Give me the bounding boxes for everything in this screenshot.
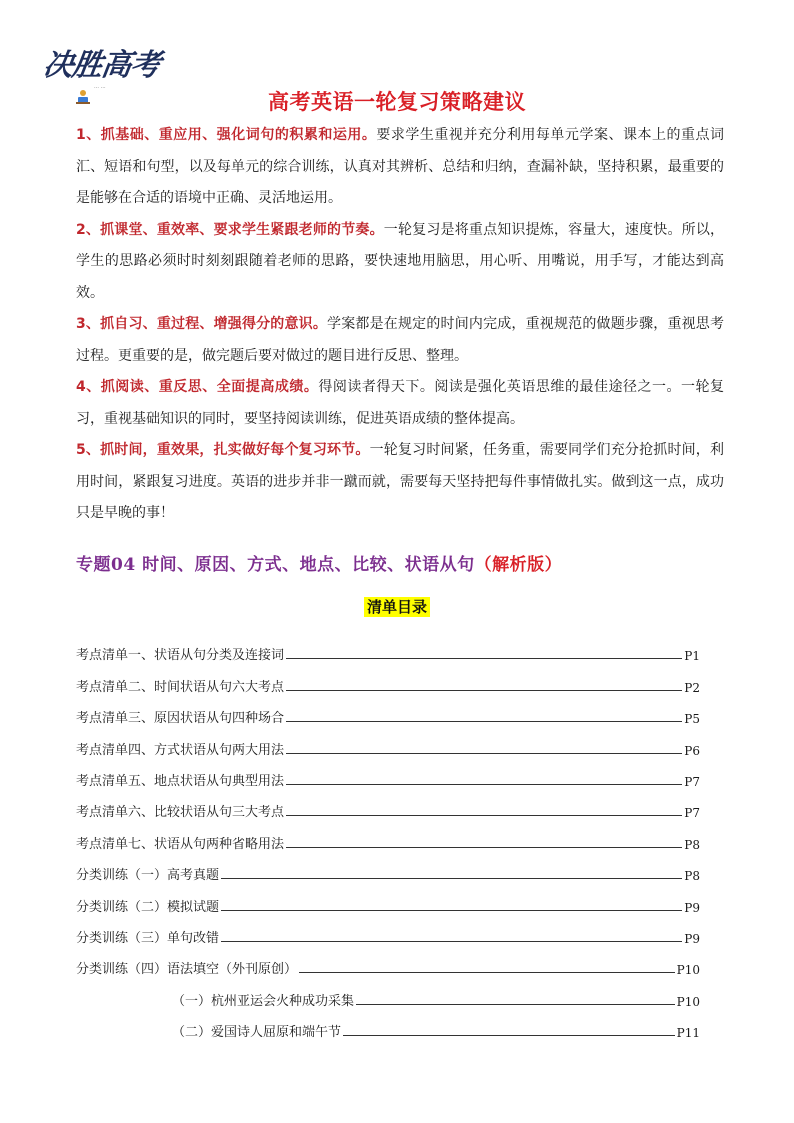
toc-leader-line [286, 658, 682, 659]
toc-entry-page: P6 [684, 743, 700, 758]
toc-entry[interactable] [76, 758, 700, 789]
toc-heading [0, 596, 794, 617]
toc-entry[interactable] [76, 883, 700, 914]
toc-entry-page: P8 [684, 837, 700, 852]
toc-entry-label: 考点清单七、状语从句两种省略用法 [76, 836, 285, 852]
toc-leader-line [356, 1004, 675, 1005]
tip-heading: 5、抓时间，重效果，扎实做好每个复习环节。 [76, 442, 370, 458]
toc-entry-label: （二）爱国诗人屈原和端午节 [172, 1025, 342, 1041]
logo-text: 决胜高考 [41, 48, 162, 83]
document-title: 高考英语一轮复习策略建议 [268, 90, 526, 114]
topic-title [76, 550, 724, 575]
toc-entry-page: P10 [676, 994, 700, 1009]
toc-entry-label: 考点清单五、地点状语从句典型用法 [76, 773, 285, 789]
toc-entry-page: P10 [676, 963, 700, 978]
toc-entry[interactable] [76, 632, 700, 663]
logo-subtext: … … [94, 84, 106, 90]
tip-paragraph [76, 120, 724, 215]
toc-entry[interactable] [76, 852, 700, 883]
tip-heading: 2、抓课堂、重效率、要求学生紧跟老师的节奏。 [76, 221, 384, 238]
tip-body: 学案都是在规定的时间内完成，重视规范的做题步骤，重视思考过程。更重要的是，做完题后要对做过的题目进行反思、整理。 [76, 316, 724, 364]
toc-entry-label: 考点清单二、时间状语从句六大考点 [76, 679, 285, 695]
toc-entry[interactable] [76, 663, 700, 694]
strategy-tips [76, 120, 724, 530]
tip-heading: 1、抓基础、重应用、强化词句的积累和运用。 [76, 127, 377, 143]
toc-leader-line [221, 941, 682, 942]
toc-leader-line [299, 972, 675, 973]
tip-heading: 3、抓自习、重过程、增强得分的意识。 [76, 316, 328, 332]
toc-entry-label: 考点清单一、状语从句分类及连接词 [76, 648, 285, 664]
tip-paragraph [76, 309, 724, 372]
toc-entry-page: P9 [684, 931, 700, 946]
toc-entry-label: （一）杭州亚运会火种成功采集 [172, 993, 355, 1009]
toc-entry[interactable] [76, 695, 700, 726]
tip-heading: 4、抓阅读、重反思、全面提高成绩。 [76, 379, 319, 395]
tip-body: 得阅读者得天下。阅读是强化英语思维的最佳途径之一。一轮复习，重视基础知识的同时，要坚持阅读训练，促进英语成绩的整体提高。 [76, 379, 724, 427]
toc-entry[interactable] [76, 1009, 700, 1040]
topic-edition: （解析版） [474, 555, 563, 575]
toc-entry[interactable] [76, 946, 700, 977]
tip-body: 要求学生重视并充分利用每单元学案、课本上的重点词汇、短语和句型，以及每单元的综合训练，认真对其辨析、总结和归纳，查漏补缺，坚持积累，最重要的是能够在合适的语境中正确、灵活地运用。 [76, 127, 724, 206]
tip-body: 一轮复习时间紧，任务重，需要同学们充分抢抓时间，利用时间，紧跟复习进度。英语的进步并非一蹴而就，需要每天坚持把每件事情做扎实。做到这一点，成功只是早晚的事！ [76, 442, 724, 521]
toc-leader-line [286, 753, 682, 754]
toc-entry-page: P11 [676, 1026, 700, 1041]
toc-heading-label: 清单目录 [364, 597, 430, 617]
topic-main: 专题04 时间、原因、方式、地点、比较、状语从句 [76, 555, 475, 575]
toc-entry-page: P2 [684, 680, 700, 695]
toc-entry[interactable] [76, 820, 700, 851]
toc-entry-page: P8 [684, 869, 700, 884]
tip-paragraph [76, 435, 724, 530]
toc-leader-line [221, 910, 682, 911]
toc-entry-label: 考点清单六、比较状语从句三大考点 [76, 805, 285, 821]
toc-entry-label: 考点清单三、原因状语从句四种场合 [76, 711, 285, 727]
toc-entry-label: 分类训练（三）单句改错 [76, 930, 220, 946]
toc-entry-label: 分类训练（四）语法填空（外刊原创） [76, 962, 298, 978]
toc-entry-label: 分类训练（一）高考真题 [76, 868, 220, 884]
toc-entry[interactable] [76, 915, 700, 946]
toc-leader-line [286, 815, 682, 816]
toc-entry-page: P5 [684, 712, 700, 727]
toc-entry-label: 分类训练（二）模拟试题 [76, 899, 220, 915]
tip-body: 一轮复习是将重点知识提炼，容量大，速度快。所以，学生的思路必须时时刻刻跟随着老师的思路，要快速地用脑思，用心听、用嘴说，用手写，才能达到高效。 [76, 221, 724, 301]
toc-entry-page: P7 [684, 806, 700, 821]
toc-entry-page: P1 [684, 649, 700, 664]
tip-paragraph [76, 372, 724, 435]
toc-entry[interactable] [76, 726, 700, 757]
toc-leader-line [286, 784, 682, 785]
toc-leader-line [343, 1035, 675, 1036]
toc-entry-label: 考点清单四、方式状语从句两大用法 [76, 742, 285, 758]
toc-leader-line [286, 847, 682, 848]
table-of-contents [76, 632, 700, 1040]
toc-entry[interactable] [76, 977, 700, 1008]
toc-entry[interactable] [76, 789, 700, 820]
toc-leader-line [286, 690, 682, 691]
tip-paragraph [76, 215, 724, 310]
toc-entry-page: P9 [684, 900, 700, 915]
toc-leader-line [221, 878, 682, 879]
toc-entry-page: P7 [684, 774, 700, 789]
toc-leader-line [286, 721, 682, 722]
